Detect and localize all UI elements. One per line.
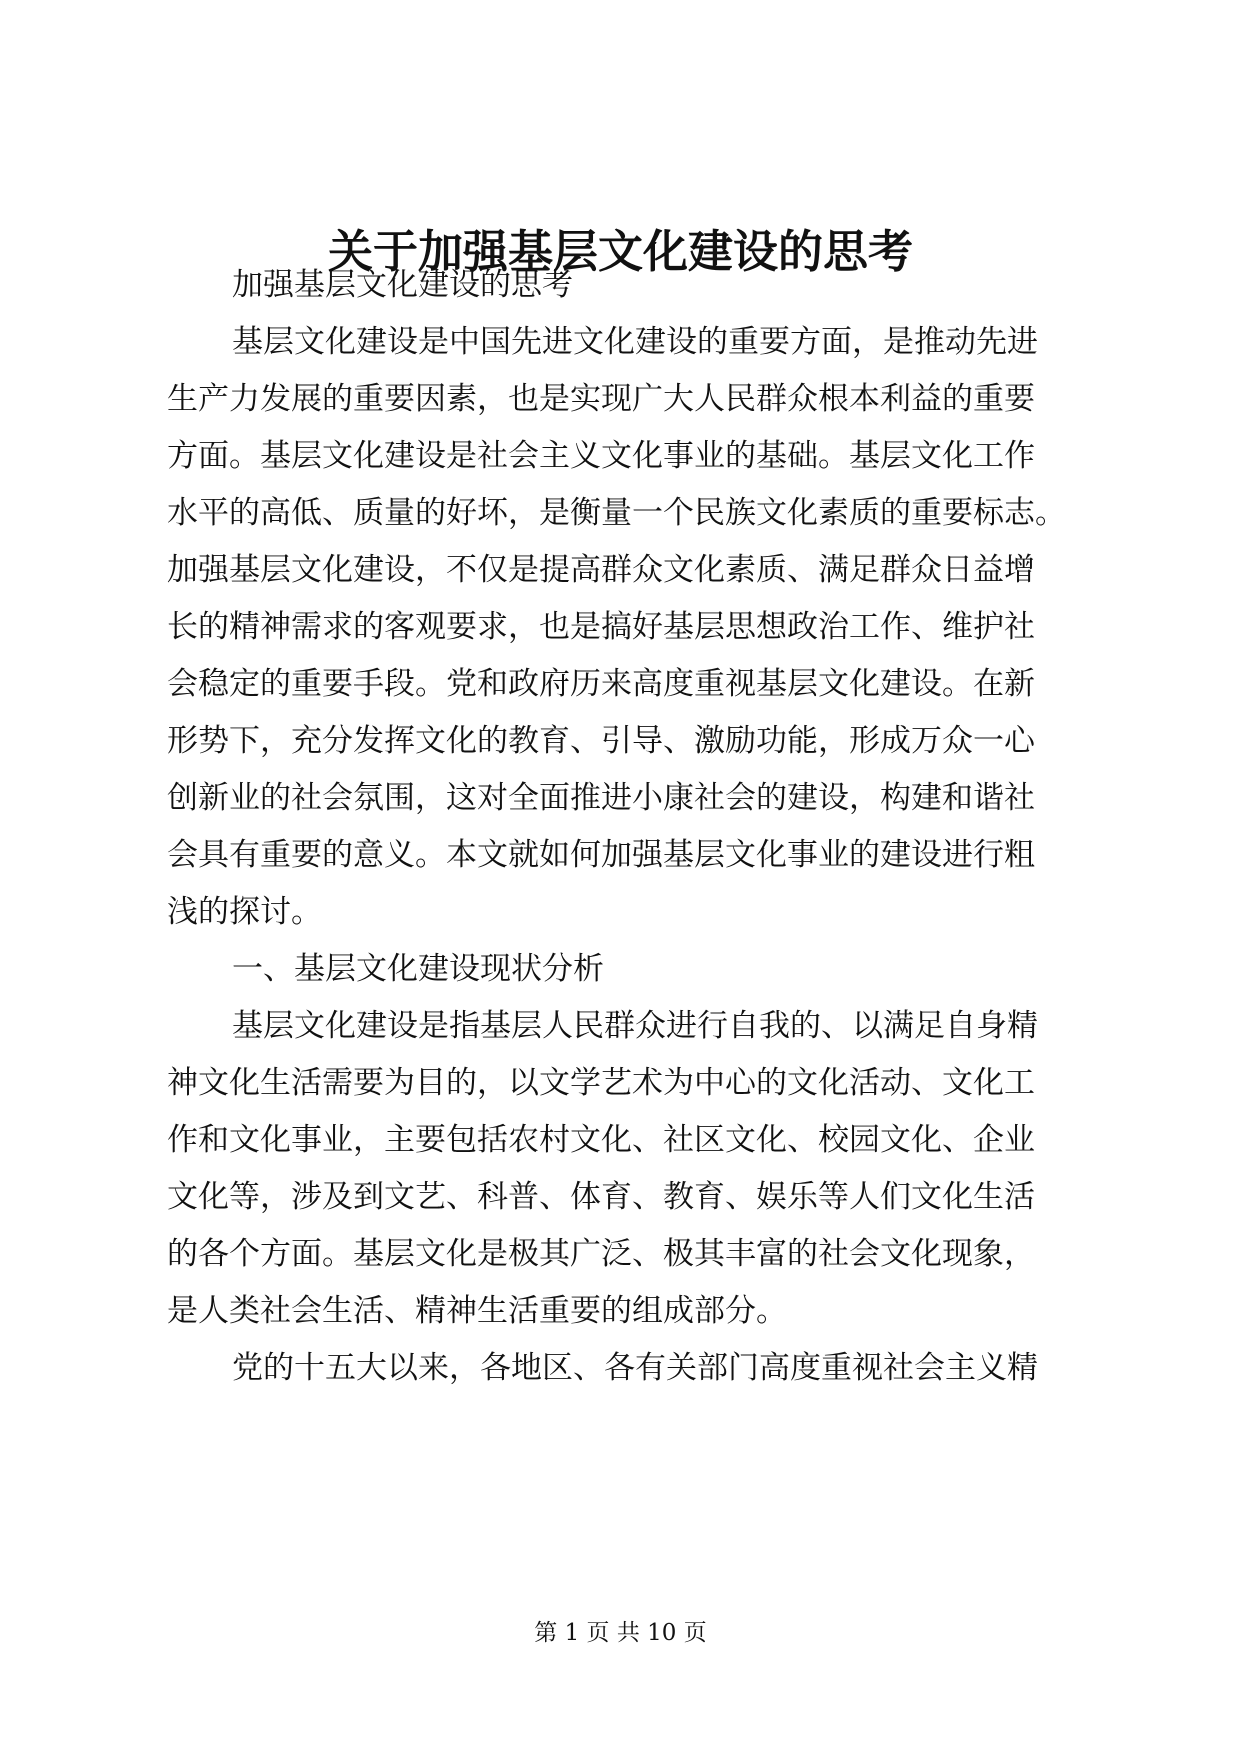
- body-text-line: 形势下，充分发挥文化的教育、引导、激励功能，形成万众一心: [167, 723, 1035, 759]
- body-text-line: 基层文化建设是指基层人民群众进行自我的、以满足自身精: [232, 1008, 1038, 1044]
- body-text-line: 生产力发展的重要因素，也是实现广大人民群众根本利益的重要: [167, 381, 1035, 417]
- body-text-line: 是人类社会生活、精神生活重要的组成部分。: [167, 1293, 787, 1329]
- body-text-line: 作和文化事业，主要包括农村文化、社区文化、校园文化、企业: [167, 1122, 1035, 1158]
- body-text-line: 浅的探讨。: [167, 894, 322, 930]
- body-text-line: 基层文化建设是中国先进文化建设的重要方面，是推动先进: [232, 324, 1038, 360]
- document-title: 关于加强基层文化建设的思考: [327, 225, 913, 278]
- body-text-line: 党的十五大以来，各地区、各有关部门高度重视社会主义精: [232, 1350, 1038, 1386]
- body-text-line: 方面。基层文化建设是社会主义文化事业的基础。基层文化工作: [167, 438, 1035, 474]
- section-heading: 一、基层文化建设现状分析: [232, 951, 604, 987]
- body-text-line: 神文化生活需要为目的，以文学艺术为中心的文化活动、文化工: [167, 1065, 1035, 1101]
- body-text-line: 长的精神需求的客观要求，也是搞好基层思想政治工作、维护社: [167, 609, 1035, 645]
- body-text-line: 创新业的社会氛围，这对全面推进小康社会的建设，构建和谐社: [167, 780, 1035, 816]
- body-text-line: 文化等，涉及到文艺、科普、体育、教育、娱乐等人们文化生活: [167, 1179, 1035, 1215]
- body-text-line: 加强基层文化建设，不仅是提高群众文化素质、满足群众日益增: [167, 552, 1035, 588]
- body-text-line: 会稳定的重要手段。党和政府历来高度重视基层文化建设。在新: [167, 666, 1035, 702]
- body-text-line: 水平的高低、质量的好坏，是衡量一个民族文化素质的重要标志。: [167, 495, 1066, 531]
- page-number-footer: 第 1 页 共 10 页: [534, 1620, 707, 1646]
- subtitle-line: 加强基层文化建设的思考: [232, 267, 573, 303]
- body-text-line: 的各个方面。基层文化是极其广泛、极其丰富的社会文化现象，: [167, 1236, 1035, 1272]
- body-text-line: 会具有重要的意义。本文就如何加强基层文化事业的建设进行粗: [167, 837, 1035, 873]
